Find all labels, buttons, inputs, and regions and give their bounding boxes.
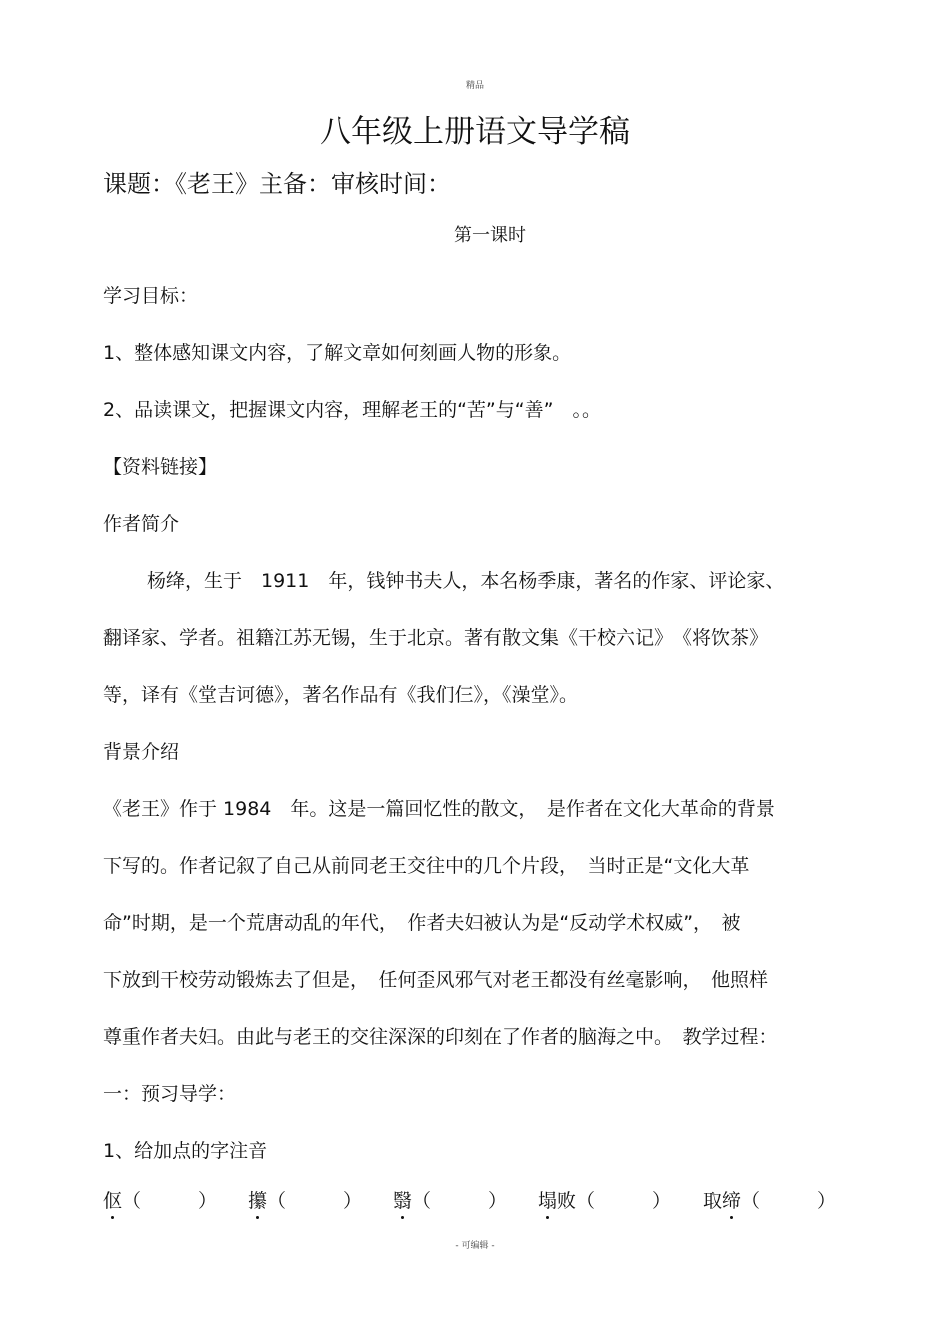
dotted-character: 翳 <box>393 1186 412 1213</box>
background-paragraph-line: 下写的。作者记叙了自己从前同老王交往中的几个片段， 当时正是“文化大革 <box>103 855 750 877</box>
resources-heading: 【资料链接】 <box>103 456 218 478</box>
process-section-heading: 一：预习导学： <box>103 1083 237 1105</box>
author-paragraph-line: 翻译家、学者。祖籍江苏无锡，生于北京。著有散文集《干校六记》 《将饮茶》 <box>103 627 769 649</box>
lesson-label: 第一课时 <box>454 225 526 246</box>
background-paragraph-line: 尊重作者夫妇。由此与老王的交往深深的印刻在了作者的脑海之中。 教学过程： <box>103 1026 778 1048</box>
author-heading: 作者简介 <box>103 513 180 535</box>
pinyin-item <box>703 1186 836 1213</box>
pinyin-item <box>248 1186 362 1213</box>
author-paragraph-line: 杨绛，生于 1911 年，钱钟书夫人，本名杨季康，著名的作家、评论家、 <box>147 570 785 592</box>
pinyin-item <box>393 1186 507 1213</box>
plain-character: 败 <box>557 1190 577 1212</box>
objective-item-1: 1、整体感知课文内容，了解文章如何刻画人物的形象。 <box>103 342 572 364</box>
document-title: 八年级上册语文导学稿 <box>320 114 630 150</box>
dotted-character: 伛 <box>103 1186 122 1213</box>
answer-blank: （ ） <box>576 1190 672 1212</box>
pinyin-item <box>103 1186 217 1213</box>
objective-item-2: 2、品读课文，把握课文内容，理解老王的“苦”与“善” 。。 <box>103 399 601 421</box>
objectives-heading: 学习目标： <box>103 285 199 307</box>
pinyin-task: 1、给加点的字注音 <box>103 1140 268 1162</box>
background-paragraph-line: 《老王》作于 1984 年。这是一篇回忆性的散文， 是作者在文化大革命的背景 <box>103 798 775 820</box>
dotted-character: 攥 <box>248 1186 267 1213</box>
dotted-character: 塌 <box>538 1186 557 1213</box>
background-paragraph-line: 下放到干校劳动锻炼去了但是， 任何歪风邪气对老王都没有丝毫影响， 他照样 <box>103 969 769 991</box>
author-paragraph-line: 等，译有《堂吉诃德》，著名作品有《我们仨》，《澡堂》。 <box>103 684 579 706</box>
answer-blank: （ ） <box>412 1190 508 1212</box>
background-heading: 背景介绍 <box>103 741 180 763</box>
subject-line: 课题：《老王》主备：审核时间： <box>103 170 451 198</box>
pinyin-item <box>538 1186 671 1213</box>
plain-character: 取 <box>703 1190 723 1212</box>
background-paragraph-line: 命”时期，是一个荒唐动乱的年代， 作者夫妇被认为是“反动学术权威”， 被 <box>103 912 741 934</box>
header-mark: 精品 <box>465 81 484 91</box>
dotted-character: 缔 <box>722 1186 741 1213</box>
footer-mark: - 可编辑 - <box>455 1241 495 1251</box>
answer-blank: （ ） <box>122 1190 218 1212</box>
answer-blank: （ ） <box>741 1190 837 1212</box>
answer-blank: （ ） <box>267 1190 363 1212</box>
